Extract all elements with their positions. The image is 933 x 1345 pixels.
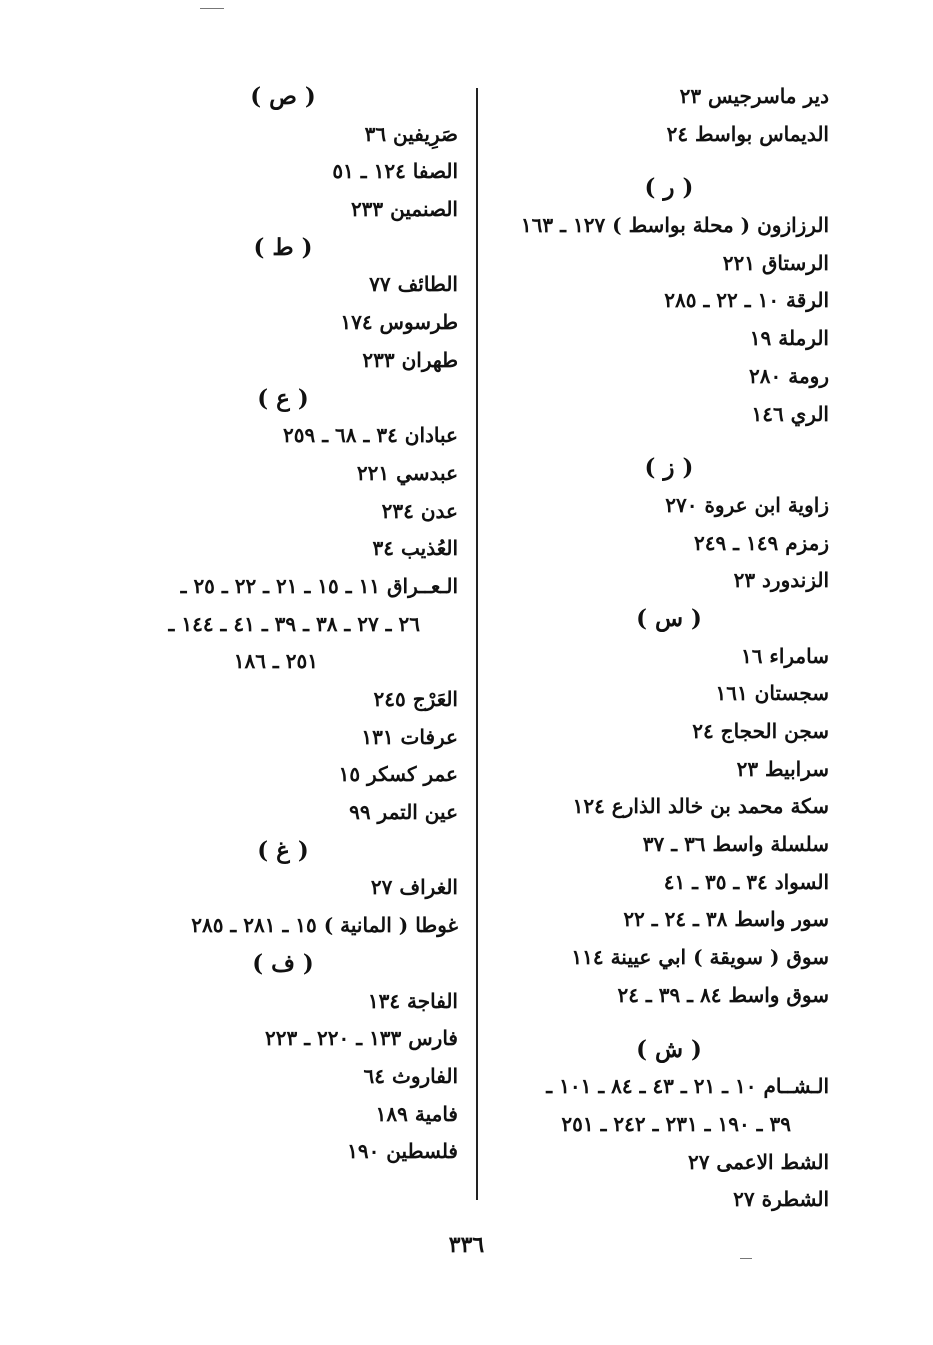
index-entry: سلسلة واسط ٣٦ ـ ٣٧	[642, 832, 829, 857]
index-entry: الـشــام ١٠ ـ ٢١ ـ ٤٣ ـ ٨٤ ـ ١٠١ ـ	[546, 1074, 829, 1099]
index-entry: الشط الاعمى ٢٧	[687, 1149, 829, 1174]
index-entry: فلسطين ١٩٠	[347, 1139, 458, 1164]
index-entry: الزندورد ٢٣	[733, 568, 829, 593]
index-entry: زاوية ابن عروة ٢٧٠	[665, 492, 829, 517]
index-entry: الرقة ١٠ ـ ٢٢ ـ ٢٨٥	[664, 288, 829, 313]
index-entry-continuation: ٢٥١ ـ ١٨٦	[233, 649, 318, 674]
scan-mark	[200, 8, 224, 9]
index-entry: الرملة ١٩	[749, 326, 829, 351]
index-entry-continuation: ٢٦ ـ ٢٧ ـ ٣٨ ـ ٣٩ ـ ٤١ ـ ١٤٤ ـ	[168, 611, 420, 636]
index-entry: غوطا ( المانية ) ١٥ ـ ٢٨١ ـ ٢٨٥	[191, 913, 458, 938]
section-heading-zay: ( ز )	[644, 454, 694, 482]
index-entry: عبدسي ٢٢١	[356, 460, 458, 485]
index-entry: الصنمين ٢٣٣	[350, 197, 458, 222]
index-entry: الفاجة ١٣٤	[367, 988, 458, 1013]
index-entry: سكة محمد بن خالد الذارع ١٢٤	[572, 794, 829, 819]
section-heading-ayn: ( ع )	[257, 384, 309, 412]
index-entry: صَرِيفين ٣٦	[364, 121, 458, 146]
section-heading-ta: ( ط )	[253, 233, 313, 261]
index-entry: الديماس بواسط ٢٤	[666, 121, 829, 146]
index-entry: دير ماسرجيس ٢٣	[679, 84, 829, 108]
index-entry: الطائف ٧٧	[369, 272, 458, 297]
index-entry: فامية ١٨٩	[375, 1101, 458, 1126]
column-divider	[476, 88, 478, 1200]
section-heading-ra: ( ر )	[644, 174, 694, 202]
index-entry: الري ١٤٦	[751, 401, 829, 426]
index-entry: طهران ٢٣٣	[362, 347, 458, 372]
spacer	[469, 1015, 829, 1031]
index-entry: سوق واسط ٨٤ ـ ٣٩ ـ ٢٤	[617, 982, 829, 1007]
index-entry: عرفات ١٣١	[361, 724, 458, 749]
index-entry: رومة ٢٨٠	[749, 363, 829, 388]
index-entry: سامراء ١٦	[740, 643, 829, 668]
index-column-left	[108, 78, 458, 1171]
index-entry: الفاروث ٦٤	[363, 1063, 458, 1088]
spacer	[469, 433, 829, 449]
index-entry: عين التمر ٩٩	[349, 800, 458, 825]
index-entry: فارس ١٣٣ ـ ٢٢٠ ـ ٢٢٣	[265, 1026, 458, 1051]
index-entry: سور واسط ٣٨ ـ ٢٤ ـ ٢٢	[623, 907, 829, 932]
index-entry: عدن ٢٣٤	[381, 498, 458, 523]
index-entry: السواد ٣٤ ـ ٣٥ ـ ٤١	[663, 869, 829, 894]
section-heading-ghayn: ( غ )	[257, 836, 309, 864]
scan-mark	[740, 1258, 752, 1259]
section-heading-sad: ( ص )	[250, 83, 316, 110]
index-entry: الـعــراق ١١ ـ ١٥ ـ ٢١ ـ ٢٢ ـ ٢٥ ـ	[180, 573, 458, 598]
index-entry: سجن الحجاج ٢٤	[692, 719, 829, 743]
index-entry: العَرْج ٢٤٥	[373, 687, 458, 711]
index-entry: الرستاق ٢٢١	[722, 250, 829, 275]
index-entry: سرابيط ٢٣	[736, 756, 829, 781]
index-entry: سجستان ١٦١	[715, 681, 829, 706]
spacer	[469, 153, 829, 169]
index-entry: سوق ( سويقة ) ابي عيينة ١١٤	[571, 945, 829, 970]
index-entry: الشطرة ٢٧	[733, 1187, 829, 1212]
section-heading-sin: ( س )	[636, 604, 702, 632]
index-entry: العُذيب ٣٤	[372, 536, 458, 561]
section-heading-fa: ( ف )	[252, 949, 314, 977]
index-entry: الرزازون ( محلة بواسط ) ١٢٧ ـ ١٦٣	[520, 213, 829, 238]
index-entry: عمر كسكر ١٥	[338, 762, 458, 787]
index-entry-continuation: ٣٩ ـ ١٩٠ ـ ٢٣١ ـ ٢٤٢ ـ ٢٥١	[561, 1111, 791, 1136]
index-entry: زمزم ١٤٩ ـ ٢٤٩	[693, 530, 829, 555]
section-heading-shin: ( ش )	[636, 1035, 702, 1063]
page-number: ٣٣٦	[448, 1232, 485, 1258]
index-entry: الغراف ٢٧	[370, 875, 458, 900]
index-column-right	[469, 78, 829, 1219]
index-entry: طرسوس ١٧٤	[340, 310, 458, 335]
index-entry: الصفا ١٢٤ ـ ٥١	[332, 159, 458, 184]
index-entry: عبادان ٣٤ ـ ٦٨ ـ ٢٥٩	[283, 423, 458, 448]
